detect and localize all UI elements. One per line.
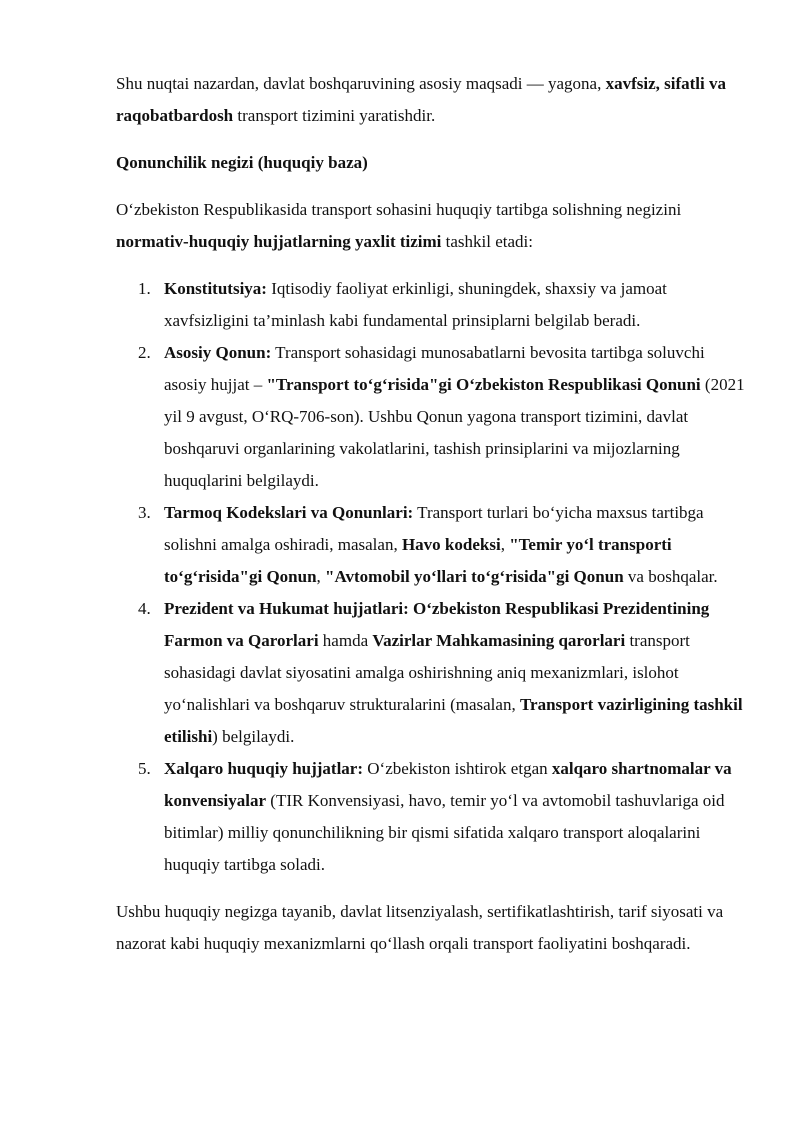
list-item	[116, 273, 748, 337]
list-item-bold: Havo kodeksi	[401, 535, 501, 554]
list-item-number: 5.	[138, 759, 151, 778]
legal-basis-text-2: tashkil etadi:	[441, 232, 533, 251]
list-item-number: 4.	[138, 599, 151, 618]
list-item-text: va boshqalar.	[623, 567, 718, 586]
list-item-text: (2021 yil 9 avgust, O‘RQ-706-son). Ushbu Qonun yagona transport tizimini, davlat boshqaruvi organlarining vakolatlarini, tashish prinsiplarini va mijozlarning huquqlarini belgilaydi.	[164, 375, 745, 490]
list-item-bold: Xalqaro huquqiy hujjatlar:	[164, 759, 364, 778]
list-item-bold: Konstitutsiya:	[164, 279, 267, 298]
list-item-text: ,	[316, 567, 326, 586]
legal-basis-bold-1: normativ-huquqiy hujjatlarning yaxlit tizimi	[116, 232, 442, 251]
legal-basis-paragraph	[116, 194, 748, 258]
list-item	[116, 593, 748, 753]
list-item-text: (TIR Konvensiyasi, havo, temir yo‘l va avtomobil tashuvlariga oid bitimlar) milliy qonunchilikning bir qismi sifatida xalqaro transport aloqalarini huquqiy tartibga soladi.	[164, 791, 725, 874]
list-item	[116, 753, 748, 881]
closing-paragraph: Ushbu huquqiy negizga tayanib, davlat litsenziyalash, sertifikatlashtirish, tarif siyosati va nazorat kabi huquqiy mexanizmlarni qo‘llash orqali transport faoliyatini boshqaradi.	[116, 902, 724, 953]
list-item-text: hamda	[318, 631, 373, 650]
intro-text-1: Shu nuqtai nazardan, davlat boshqaruvining asosiy maqsadi — yagona,	[116, 74, 606, 93]
list-item-text: ) belgilaydi.	[212, 727, 295, 746]
list-item-bold: Prezident va Hukumat hujjatlari: O‘zbekiston Respublikasi Prezidentining Farmon va Qarorlari	[164, 599, 710, 650]
section-heading: Qonunchilik negizi (huquqiy baza)	[116, 153, 368, 172]
list-item-bold: "Avtomobil yo‘llari to‘g‘risida"gi Qonun	[325, 567, 624, 586]
legal-documents-list	[116, 273, 748, 881]
list-item-number: 3.	[138, 503, 151, 522]
list-item-bold: Vazirlar Mahkamasining qarorlari	[372, 631, 626, 650]
list-item-text: transport sohasidagi davlat siyosatini amalga oshirishning aniq mexanizmlari, islohot yo‘nalishlari va boshqaruv strukturalarini (masalan,	[164, 631, 690, 714]
list-item-bold: Transport vazirligining tashkil etilishi	[164, 695, 743, 746]
list-item-text: Iqtisodiy faoliyat erkinligi, shuningdek, shaxsiy va jamoat xavfsizligini ta’minlash kabi fundamental prinsiplarni belgilab beradi.	[164, 279, 667, 330]
list-item-number: 1.	[138, 279, 151, 298]
intro-text-2: transport tizimini yaratishdir.	[233, 106, 436, 125]
list-item-text: ,	[500, 535, 510, 554]
list-item	[116, 337, 748, 497]
list-item-text: O‘zbekiston ishtirok etgan	[363, 759, 552, 778]
list-item-bold: xalqaro shartnomalar va konvensiyalar	[164, 759, 732, 810]
list-item-bold: Asosiy Qonun:	[164, 343, 272, 362]
list-item-bold: Tarmoq Kodekslari va Qonunlari:	[164, 503, 414, 522]
list-item-bold: "Transport to‘g‘risida"gi O‘zbekiston Respublikasi Qonuni	[266, 375, 701, 394]
intro-bold-1: xavfsiz, sifatli va raqobatbardosh	[116, 74, 726, 125]
list-item-text: Transport turlari bo‘yicha maxsus tartibga solishni amalga oshiradi, masalan,	[164, 503, 704, 554]
intro-paragraph	[116, 68, 748, 132]
list-item-text: Transport sohasidagi munosabatlarni bevosita tartibga soluvchi asosiy hujjat –	[164, 343, 705, 394]
list-item-bold: "Temir yo‘l transporti to‘g‘risida"gi Qonun	[164, 535, 672, 586]
list-item	[116, 497, 748, 593]
list-item-number: 2.	[138, 343, 151, 362]
legal-basis-text-1: O‘zbekiston Respublikasida transport sohasini huquqiy tartibga solishning negizini	[116, 200, 682, 219]
document-page	[116, 68, 748, 960]
